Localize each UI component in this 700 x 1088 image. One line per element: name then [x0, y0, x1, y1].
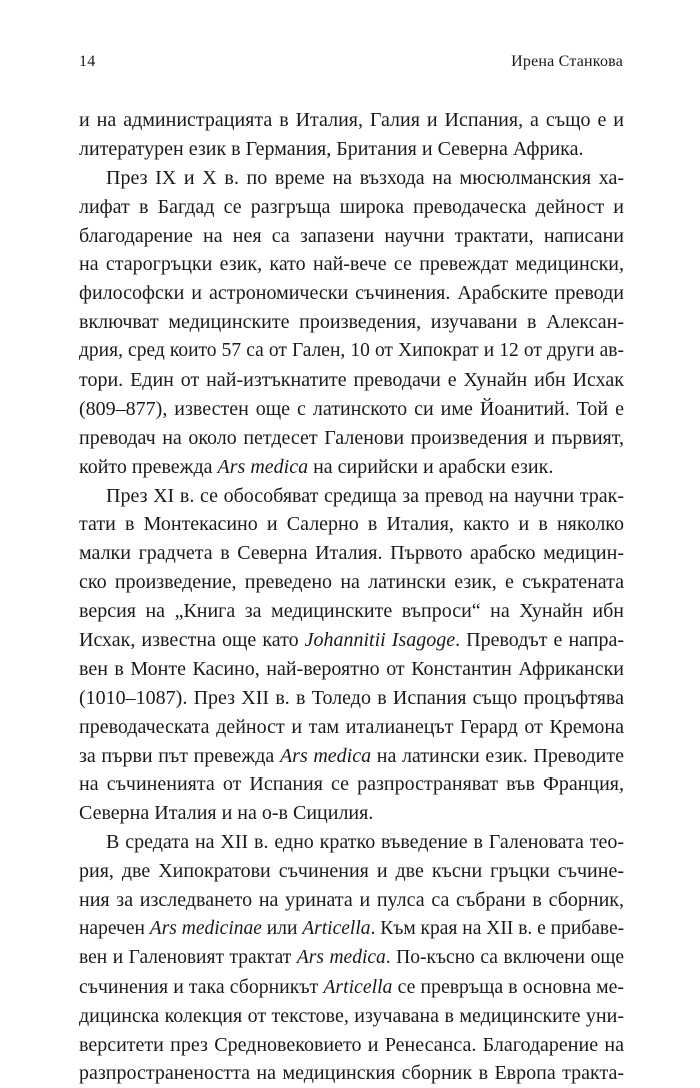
- text-line: [79, 915, 624, 944]
- text-run: . Преводът е напра-: [455, 629, 624, 652]
- text-line: разпространеността на медицинския сборник в Европа тракта-: [79, 1062, 624, 1085]
- text-line: [79, 453, 624, 482]
- running-head: [79, 53, 623, 77]
- text-line: на старогръцки език, като най-вече се превеждат медицински,: [79, 253, 624, 276]
- page-number: 14: [79, 53, 96, 70]
- italic-title: Articella: [302, 917, 371, 939]
- italic-title: Articella: [323, 975, 393, 998]
- text-line: и на администрацията в Италия, Галия и Испания, а също е и: [79, 109, 624, 131]
- text-line: верситети през Средновековието и Ренесанса. Благодарение на: [79, 1033, 624, 1056]
- text-line: (809–877), известен още с латинското си име Йоанитий. Той е: [79, 397, 624, 420]
- text-line: [79, 742, 624, 771]
- text-line: преводач на около петдесет Галенови произведения и първият,: [79, 426, 624, 449]
- text-run: на сирийски и арабски език.: [308, 455, 554, 478]
- italic-title: Johannitii Isagoge: [304, 629, 456, 652]
- text-line: преводаческата дейност и там италианецът Герард от Кремона: [79, 715, 624, 738]
- text-run: съчинения и така сборникът: [79, 975, 324, 998]
- text-line: [79, 944, 624, 973]
- text-line: малки градчета в Северна Италия. Първото арабско медицин-: [79, 542, 624, 565]
- text-line: тори. Един от най-изтъкнатите преводачи е Хунайн ибн Исхак: [79, 369, 624, 392]
- text-run: който превежда: [79, 455, 218, 478]
- text-line: философски и астрономически съчинения. Арабските преводи: [79, 282, 624, 305]
- text-line: на съчиненията от Испания се разпространяват във Франция,: [79, 773, 624, 796]
- text-line: ния за изследването на урината и пулса са събрани в сборник,: [79, 889, 624, 912]
- text-run: се превръща в основна ме-: [392, 975, 624, 998]
- text-line: вен в Монте Касино, най-вероятно от Константин Африкански: [79, 657, 624, 680]
- text-line: През XI в. се обособяват средища за превод на научни трак-: [106, 484, 624, 507]
- text-line: тати в Монтекасино и Салерно в Италия, както и в няколко: [79, 513, 624, 536]
- text-run: вен и Галеновият трактат: [79, 946, 297, 968]
- running-head-author: Ирена Станкова: [511, 53, 623, 70]
- text-line: лифат в Багдад се разгръща широка преводаческа дейност и: [79, 195, 624, 218]
- text-line: благодарение на нея са запазени научни трактати, написани: [79, 224, 624, 247]
- text-run: на латински език. Преводите: [371, 744, 624, 767]
- text-line: [79, 973, 624, 1002]
- text-line: включват медицинските произведения, изучавани в Алексан-: [79, 311, 624, 334]
- italic-title: Ars medica: [296, 946, 386, 968]
- italic-title: Ars medica: [279, 744, 372, 767]
- text-run: Исхак, известна още като: [79, 629, 305, 652]
- text-line: дрия, сред които 57 са от Гален, 10 от Хипократ и 12 от други ав-: [79, 340, 624, 362]
- italic-title: Ars medica: [217, 455, 309, 478]
- text-run: за първи път превежда: [79, 744, 280, 767]
- text-line: [79, 626, 624, 655]
- text-line: В средата на XII в. едно кратко въведение в Галеновата тео-: [106, 831, 624, 854]
- text-line: рия, две Хипократови съчинения и две късни гръцки съчине-: [79, 860, 624, 883]
- italic-title: Ars medicinae: [149, 917, 262, 939]
- text-line: литературен език в Германия, Британия и Северна Африка.: [79, 137, 584, 160]
- text-run: или: [261, 917, 303, 939]
- text-line: Северна Италия и на о-в Сицилия.: [79, 802, 374, 825]
- text-run: наречен: [79, 917, 150, 939]
- text-line: дицинска колекция от текстове, изучавана в медицинските уни-: [79, 1004, 624, 1027]
- text-line: (1010–1087). През XII в. в Толедо в Испания също процъфтява: [79, 686, 624, 709]
- text-run: . По-късно са включени още: [385, 946, 624, 968]
- text-run: . Към края на XII в. е прибаве-: [370, 917, 625, 939]
- text-line: версия на „Книга за медицинските въпроси“ на Хунайн ибн: [79, 600, 624, 623]
- text-line: ско произведение, преведено на латински език, е съкратената: [79, 571, 624, 594]
- text-line: През IX и X в. по време на възхода на мюсюлманския ха-: [106, 166, 624, 189]
- body-text: [79, 106, 624, 1088]
